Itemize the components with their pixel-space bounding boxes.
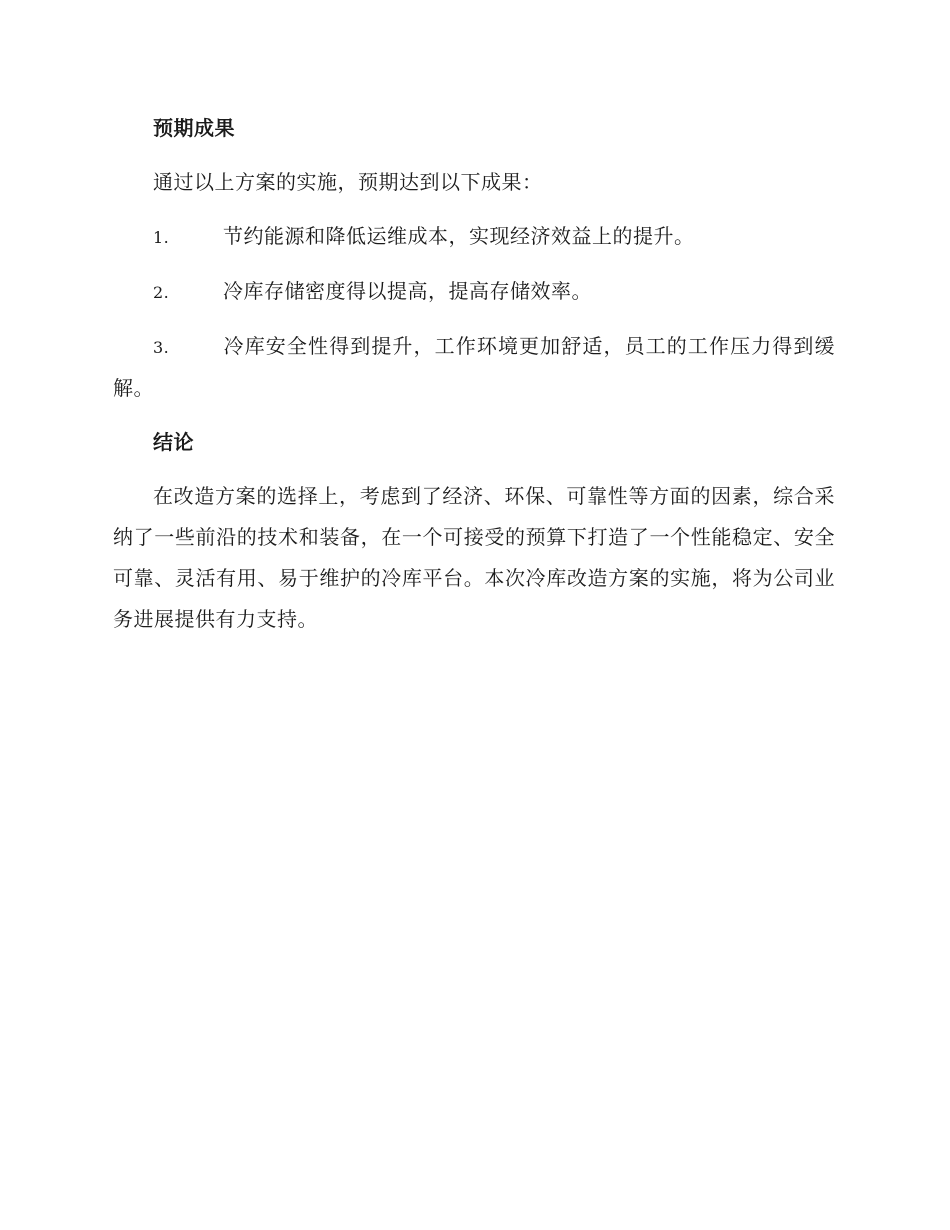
list-item-number: 1. xyxy=(153,228,170,247)
list-item-number: 2. xyxy=(153,283,170,302)
section-heading-conclusion: 结论 xyxy=(153,430,194,454)
expected-results-intro: 通过以上方案的实施，预期达到以下成果： xyxy=(153,170,543,194)
section-heading-expected-results: 预期成果 xyxy=(153,116,235,140)
list-item-number: 3. xyxy=(153,338,170,357)
list-item-text: 冷库安全性得到提升，工作环境更加舒适，员工的工作压力得到缓解。 xyxy=(113,334,835,400)
document-content xyxy=(113,108,835,653)
list-item xyxy=(113,216,835,258)
list-item-text: 冷库存储密度得以提高，提高存储效率。 xyxy=(223,279,592,303)
list-item-text: 节约能源和降低运维成本，实现经济效益上的提升。 xyxy=(223,224,695,248)
conclusion-body: 在改造方案的选择上，考虑到了经济、环保、可靠性等方面的因素，综合采纳了一些前沿的技术和装备，在一个可接受的预算下打造了一个性能稳定、安全可靠、灵活有用、易于维护的冷库平台。本次冷库改造方案的实施，将为公司业务进展提供有力支持。 xyxy=(113,484,835,631)
list-item xyxy=(113,326,835,409)
list-item xyxy=(113,271,835,313)
